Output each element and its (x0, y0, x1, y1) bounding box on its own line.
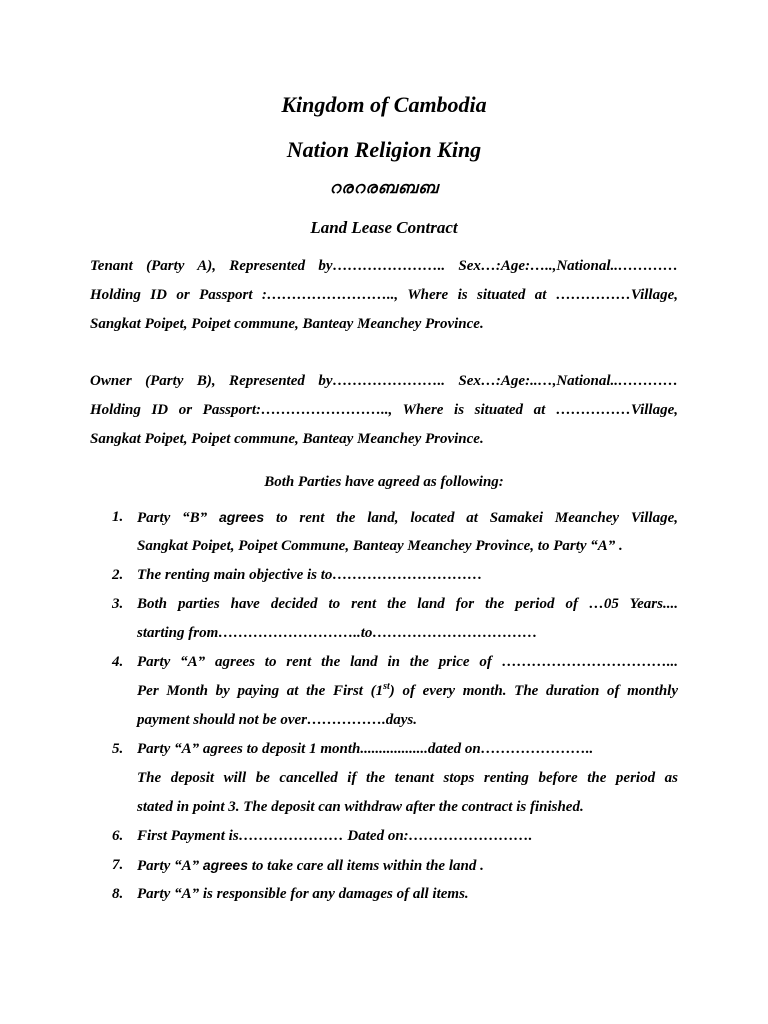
ornament-divider: റരറരബബബ (329, 180, 439, 197)
term-line: Sangkat Poipet, Poipet Commune, Banteay Meanchey Province, to Party “A” . (137, 538, 623, 554)
term-number: 8. (112, 886, 124, 902)
term-line: payment should not be over…………….days. (137, 712, 417, 728)
term-line: Party “B” agrees to rent the land, located at Samakei Meanchey Village, (137, 509, 678, 526)
term-item (104, 735, 678, 822)
term-number: 6. (112, 828, 124, 844)
owner-line-2: Holding ID or Passport:…………………….., Where is situated at ……………Village, (90, 402, 678, 418)
owner-section (90, 367, 678, 454)
tenant-line-3: Sangkat Poipet, Poipet commune, Banteay Meanchey Province. (90, 316, 484, 332)
term-item (104, 503, 678, 561)
terms-list (104, 503, 678, 909)
agreement-heading: Both Parties have agreed as following: (264, 474, 504, 490)
term-number: 7. (112, 857, 124, 873)
term-item (104, 561, 678, 590)
term-item (104, 822, 678, 851)
document-title: Kingdom of Cambodia (281, 92, 487, 117)
contract-title: Land Lease Contract (310, 218, 458, 237)
tenant-line-1: Tenant (Party A), Represented by………………….. Sex…:Age:…..,National..………… (90, 258, 678, 274)
term-item (104, 590, 678, 648)
term-line: Per Month by paying at the First (1st) of every month. The duration of monthly (137, 681, 678, 699)
term-number: 2. (112, 567, 124, 583)
term-line: Party “A” agrees to take care all items within the land . (137, 857, 484, 874)
term-line: stated in point 3. The deposit can withdraw after the contract is finished. (137, 799, 584, 815)
term-item (104, 851, 678, 880)
tenant-line-2: Holding ID or Passport :…………………….., Where is situated at ……………Village, (90, 287, 678, 303)
term-line: The deposit will be cancelled if the tenant stops renting before the period as (137, 770, 678, 786)
term-item (104, 648, 678, 735)
term-line: Both parties have decided to rent the land for the period of …05 Years.... (137, 596, 678, 612)
term-line: Party “A” agrees to rent the land in the price of ……………………………... (137, 654, 678, 670)
term-number: 5. (112, 741, 124, 757)
term-number: 3. (112, 596, 124, 612)
term-number: 1. (112, 509, 124, 525)
term-line: First Payment is………………… Dated on:……………………. (137, 828, 533, 844)
tenant-section (90, 252, 678, 339)
term-item (104, 880, 678, 909)
owner-line-3: Sangkat Poipet, Poipet commune, Banteay Meanchey Province. (90, 431, 484, 447)
term-number: 4. (112, 654, 124, 670)
term-line: The renting main objective is to………………………… (137, 567, 483, 583)
owner-line-1: Owner (Party B), Represented by………………….. Sex…:Age:..…,National..………… (90, 373, 678, 389)
term-line: starting from………………………..to…………………………… (137, 625, 538, 641)
national-motto: Nation Religion King (286, 137, 482, 162)
term-line: Party “A” agrees to deposit 1 month..................dated on………………….. (137, 741, 594, 757)
term-line: Party “A” is responsible for any damages of all items. (137, 886, 469, 902)
